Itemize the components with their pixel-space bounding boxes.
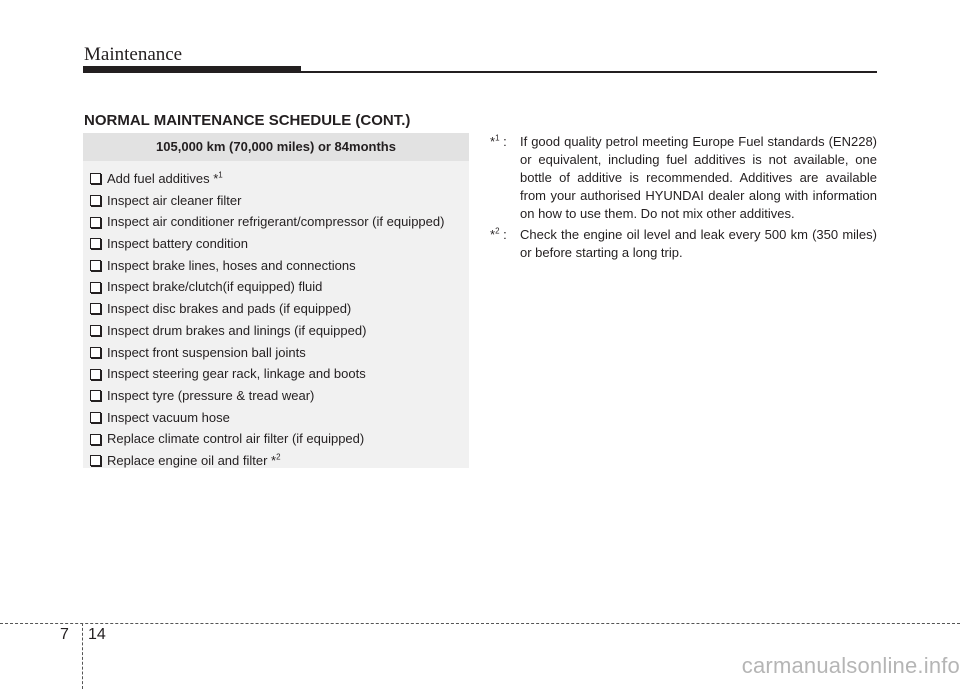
footnote-ref: 1	[218, 170, 223, 180]
schedule-item-text	[107, 363, 366, 385]
schedule-heading: 105,000 km (70,000 miles) or 84months	[83, 133, 469, 161]
schedule-item-text	[107, 276, 322, 298]
schedule-list	[83, 161, 469, 472]
schedule-item-text	[107, 320, 366, 342]
schedule-item-label: Inspect front suspension ball joints	[107, 344, 306, 360]
schedule-item	[83, 363, 469, 385]
schedule-item-text	[107, 190, 241, 212]
schedule-item-label: Inspect brake/clutch(if equipped) fluid	[107, 279, 323, 295]
schedule-box	[83, 133, 469, 468]
checkbox-icon	[90, 173, 101, 184]
schedule-item	[83, 255, 469, 277]
schedule-item-label: Inspect drum brakes and linings (if equipped)	[107, 322, 367, 338]
footer-vertical-divider	[82, 623, 83, 689]
watermark: carmanualsonline.info	[741, 653, 960, 678]
schedule-item-text	[107, 168, 223, 190]
schedule-item	[83, 168, 469, 190]
checkbox-icon	[90, 282, 101, 293]
schedule-item-text	[107, 342, 306, 364]
schedule-item	[83, 450, 469, 472]
checkbox-icon	[90, 260, 101, 271]
checkbox-icon	[90, 390, 101, 401]
schedule-item	[83, 211, 469, 233]
footer-divider	[0, 623, 960, 624]
checkbox-icon	[90, 303, 101, 314]
schedule-item-label: Inspect air cleaner filter	[107, 192, 242, 208]
schedule-item-text	[107, 407, 230, 429]
header-rule-thin	[301, 71, 877, 73]
schedule-item-label: Inspect brake lines, hoses and connections	[107, 257, 356, 273]
schedule-item-label: Inspect battery condition	[107, 236, 248, 252]
footnote-ref: 2	[276, 452, 281, 462]
schedule-item	[83, 320, 469, 342]
section-title: NORMAL MAINTENANCE SCHEDULE (CONT.)	[84, 112, 411, 129]
chapter-number: 7	[60, 626, 69, 643]
checkbox-icon	[90, 434, 101, 445]
footnote	[490, 226, 877, 262]
checkbox-icon	[90, 217, 101, 228]
schedule-item	[83, 428, 469, 450]
checkbox-icon	[90, 369, 101, 380]
schedule-item	[83, 276, 469, 298]
schedule-item	[83, 298, 469, 320]
checkbox-icon	[90, 195, 101, 206]
header-rule-thick	[83, 66, 301, 73]
schedule-item-text	[107, 428, 364, 450]
schedule-item-text	[107, 211, 444, 233]
schedule-item-text	[107, 298, 351, 320]
schedule-item-label: Inspect tyre (pressure & tread wear)	[107, 387, 315, 403]
schedule-item-text	[107, 255, 356, 277]
footnote-marker: *$^2$ :	[490, 226, 507, 242]
checkbox-icon	[90, 325, 101, 336]
checkbox-icon	[90, 347, 101, 358]
schedule-item-label: Inspect disc brakes and pads (if equipped)	[107, 301, 352, 317]
schedule-item-label: Replace climate control air filter (if equipped)	[107, 431, 365, 447]
footnotes	[490, 133, 877, 265]
schedule-item-label: Inspect air conditioner refrigerant/compressor (if equipped)	[107, 214, 445, 230]
schedule-item	[83, 190, 469, 212]
page-number: 14	[88, 626, 106, 643]
schedule-item	[83, 407, 469, 429]
schedule-item-label: Add fuel additives *	[107, 171, 219, 186]
schedule-item-text	[107, 385, 314, 407]
checkbox-icon	[90, 455, 101, 466]
footnote-marker: *$^1$ :	[490, 133, 507, 149]
footnote	[490, 133, 877, 223]
checkbox-icon	[90, 238, 101, 249]
schedule-item-text	[107, 450, 281, 472]
schedule-item	[83, 233, 469, 255]
schedule-item-label: Inspect vacuum hose	[107, 409, 230, 425]
schedule-item-text	[107, 233, 248, 255]
schedule-item-label: Inspect steering gear rack, linkage and boots	[107, 366, 366, 382]
footnote-text: If good quality petrol meeting Europe Fuel standards (EN228) or equivalent, including fuel additives is not available, one bottle of additive is recommended. Additives are available from your authorised HYUNDAI dealer along with information on how to use them. Do not mix other additives.	[520, 134, 877, 221]
header-title: Maintenance	[84, 44, 183, 65]
schedule-item	[83, 385, 469, 407]
schedule-item	[83, 342, 469, 364]
checkbox-icon	[90, 412, 101, 423]
schedule-item-label: Replace engine oil and filter *	[107, 452, 277, 468]
footnote-text: Check the engine oil level and leak every 500 km (350 miles) or before starting a long trip.	[520, 227, 877, 260]
